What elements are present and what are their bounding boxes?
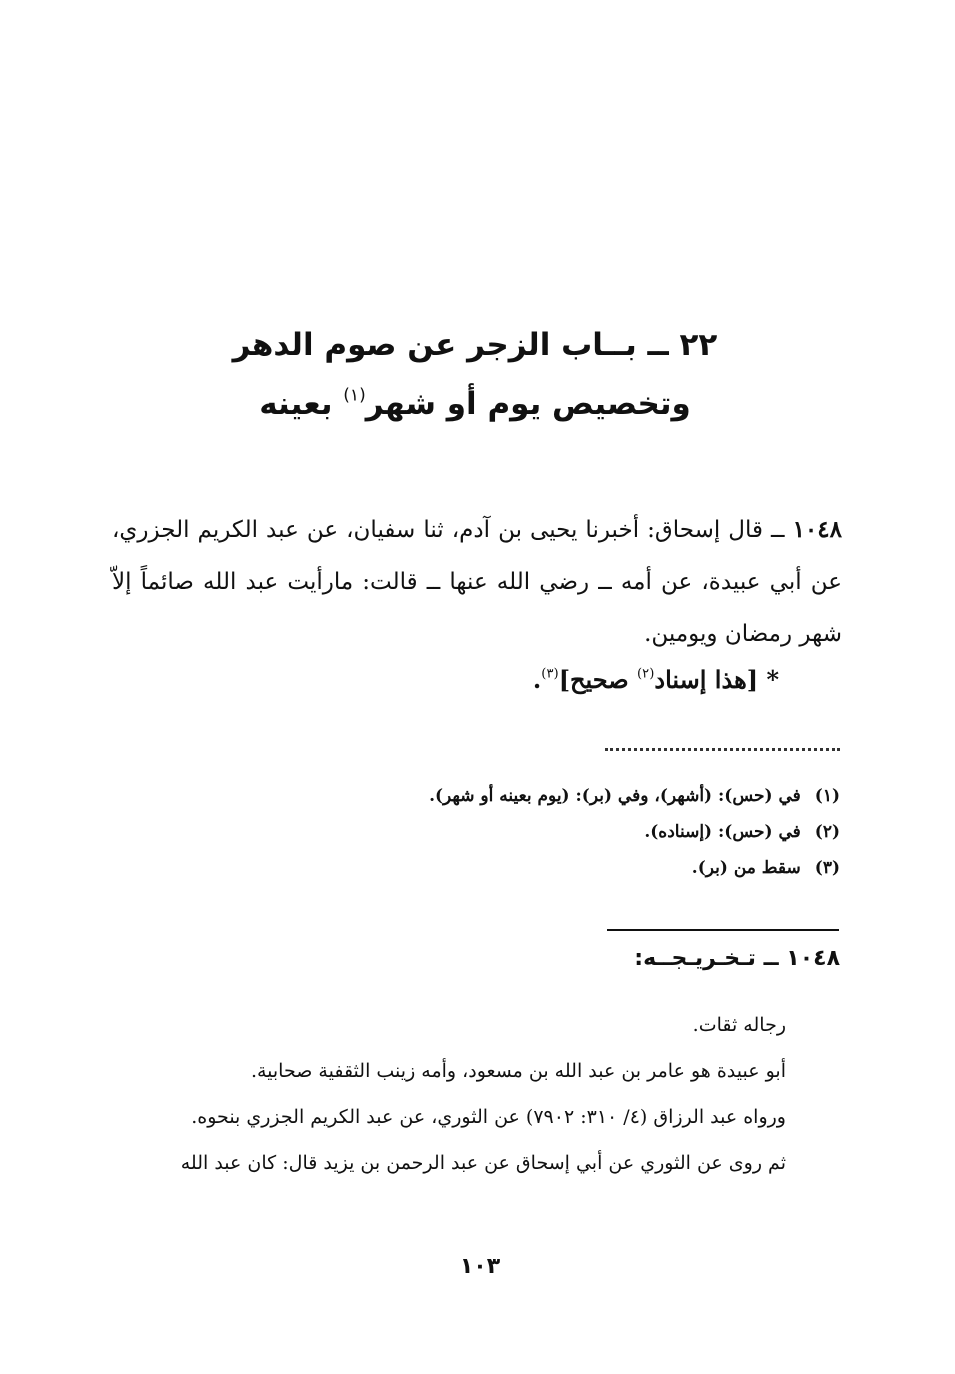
page-number: ١٠٣	[459, 1254, 501, 1279]
chapter-title-text-1: ٢٢ ــ بــاب الزجر عن صوم الدهر	[232, 327, 718, 363]
footnote-separator	[605, 748, 840, 755]
hadith-number: ١٠٤٨	[792, 516, 842, 543]
footnote-marker-1[interactable]: (١)	[343, 385, 366, 406]
footnote-text: سقط من (بر).	[691, 858, 801, 878]
footnote-number: (١)	[814, 786, 840, 806]
footnote-number: (٣)	[814, 858, 840, 878]
footnote-text: في (حس): (إسناده).	[644, 822, 801, 842]
chapter-title-text-2a: وتخصيص يوم أو شهر	[365, 386, 691, 422]
footnote-marker-2[interactable]: (٢)	[637, 666, 655, 682]
star-icon: *	[766, 665, 779, 694]
takhrij-heading: ١٠٤٨ ــ تـخـريـجــه:	[634, 946, 840, 971]
takhrij-paragraph: رجاله ثقات.	[692, 1014, 786, 1036]
grading-text-1: [هذا إسناد	[654, 665, 767, 694]
chapter-title-text-2b: بعينه	[259, 386, 344, 422]
footnote-item	[240, 814, 840, 850]
takhrij-separator	[607, 929, 839, 931]
takhrij-paragraph: ورواه عبد الرزاق (٤/ ٣١٠: ٧٩٠٢) عن الثوري، عن عبد الكريم الجزري بنحوه.	[191, 1106, 786, 1128]
grading-end: .	[532, 665, 542, 694]
footnote-item	[240, 850, 840, 886]
hadith-text	[112, 504, 842, 660]
footnotes-list	[240, 778, 840, 886]
takhrij-paragraph: ثم روى عن الثوري عن أبي إسحاق عن عبد الرحمن بن يزيد قال: كان عبد الله	[180, 1152, 786, 1174]
takhrij-body	[112, 1002, 842, 1186]
footnote-item	[240, 778, 840, 814]
isnad-grading	[533, 665, 779, 694]
footnote-text: في (حس): (أشهر)، وفي (بر): (يوم بعينه أو شهر).	[429, 786, 801, 806]
takhrij-paragraph: أبو عبيدة هو عامر بن عبد الله بن مسعود، وأمه زينب الثقفية صحابية.	[250, 1060, 786, 1082]
chapter-title-line-1	[150, 316, 800, 374]
chapter-title-line-2	[150, 375, 800, 433]
footnote-marker-3[interactable]: (٣)	[541, 666, 559, 682]
footnote-number: (٢)	[814, 822, 840, 842]
grading-text-2: صحيح]	[558, 665, 638, 694]
hadith-body: ــ قال إسحاق: أخبرنا يحيى بن آدم، ثنا سفيان، عن عبد الكريم الجزري، عن أبي عبيدة، عن أمه ــ رضي الله عنها ــ قالت: مارأيت عبد الله صائماً إلاّ شهر رمضان ويومين.	[112, 517, 842, 647]
